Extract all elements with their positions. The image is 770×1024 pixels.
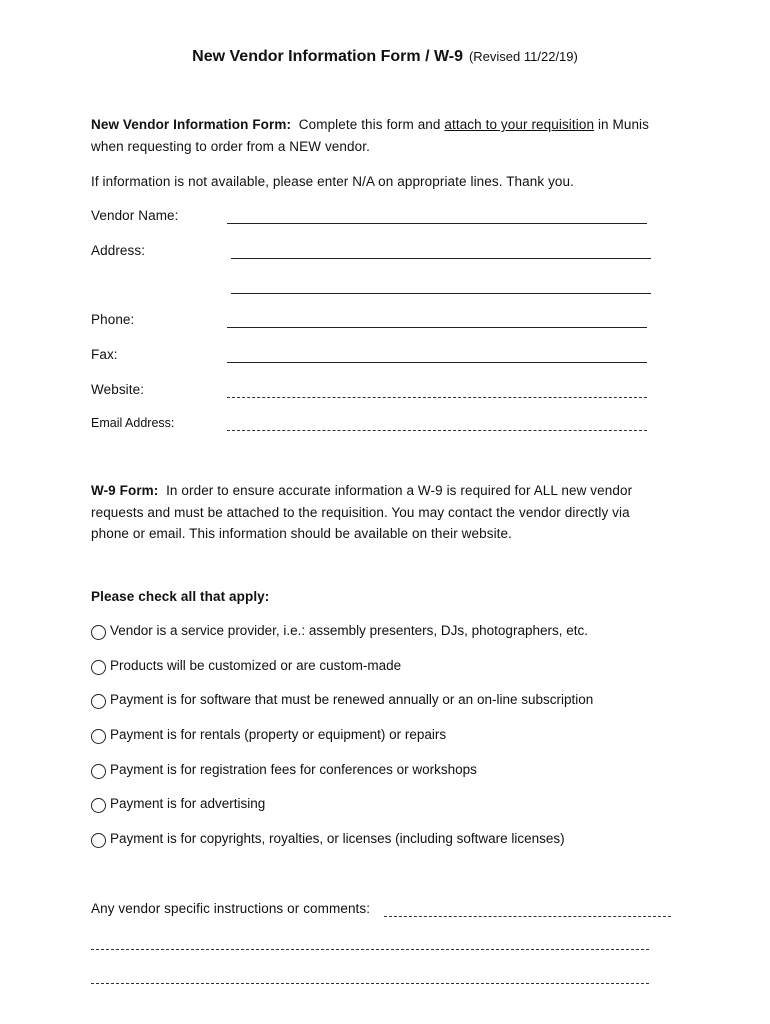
revision-date: (Revised 11/22/19): [468, 49, 578, 64]
w9-line-3: phone or email. This information should be available on their website.: [91, 526, 512, 541]
w9-line-2: requests and must be attached to the requisition. You may contact the vendor directly via: [91, 505, 630, 520]
intro-text-after: in Munis: [597, 117, 650, 132]
attach-requisition-link: attach to your requisition: [444, 117, 595, 132]
intro-note: If information is not available, please enter N/A on appropriate lines. Thank you.: [91, 174, 574, 189]
option-radio-1[interactable]: [91, 625, 106, 640]
comments-field-line-3[interactable]: [91, 983, 649, 984]
comments-field-line-1[interactable]: [384, 916, 671, 917]
address-field-line-1[interactable]: [231, 258, 651, 259]
option-label-7: Payment is for copyrights, royalties, or licenses (including software licenses): [110, 831, 565, 846]
email-label: Email Address:: [91, 416, 175, 430]
option-radio-7[interactable]: [91, 833, 106, 848]
comments-field-line-2[interactable]: [91, 949, 649, 950]
checklist-heading: Please check all that apply:: [91, 589, 270, 604]
form-title: [0, 48, 770, 66]
address-label: Address:: [91, 243, 146, 258]
vendor-name-label: Vendor Name:: [91, 208, 179, 223]
w9-line-1: [91, 483, 632, 498]
intro-line-2: when requesting to order from a NEW vendor.: [91, 139, 370, 154]
option-label-4: Payment is for rentals (property or equipment) or repairs: [110, 727, 447, 742]
comments-label: Any vendor specific instructions or comments:: [91, 901, 371, 916]
option-label-5: Payment is for registration fees for conferences or workshops: [110, 762, 477, 777]
option-label-3: Payment is for software that must be renewed annually or an on-line subscription: [110, 692, 594, 707]
email-field[interactable]: [227, 430, 647, 431]
intro-line-1: [91, 117, 649, 132]
w9-bold-label: W-9 Form:: [91, 483, 159, 498]
phone-field[interactable]: [227, 327, 647, 328]
option-radio-4[interactable]: [91, 729, 106, 744]
phone-label: Phone:: [91, 312, 135, 327]
page-title: New Vendor Information Form / W-9: [192, 48, 463, 65]
w9-text: In order to ensure accurate information a W-9 is required for ALL new vendor: [166, 483, 633, 498]
option-radio-6[interactable]: [91, 798, 106, 813]
option-label-2: Products will be customized or are custom-made: [110, 658, 402, 673]
fax-label: Fax:: [91, 347, 118, 362]
intro-bold-label: New Vendor Information Form:: [91, 117, 292, 132]
option-radio-3[interactable]: [91, 694, 106, 709]
address-field-line-2[interactable]: [231, 293, 651, 294]
website-field[interactable]: [227, 397, 647, 398]
option-radio-2[interactable]: [91, 660, 106, 675]
option-radio-5[interactable]: [91, 764, 106, 779]
website-label: Website:: [91, 382, 145, 397]
option-label-1: Vendor is a service provider, i.e.: assembly presenters, DJs, photographers, etc.: [110, 623, 588, 638]
vendor-name-field[interactable]: [227, 223, 647, 224]
option-label-6: Payment is for advertising: [110, 796, 266, 811]
fax-field[interactable]: [227, 362, 647, 363]
intro-text: Complete this form and: [298, 117, 441, 132]
